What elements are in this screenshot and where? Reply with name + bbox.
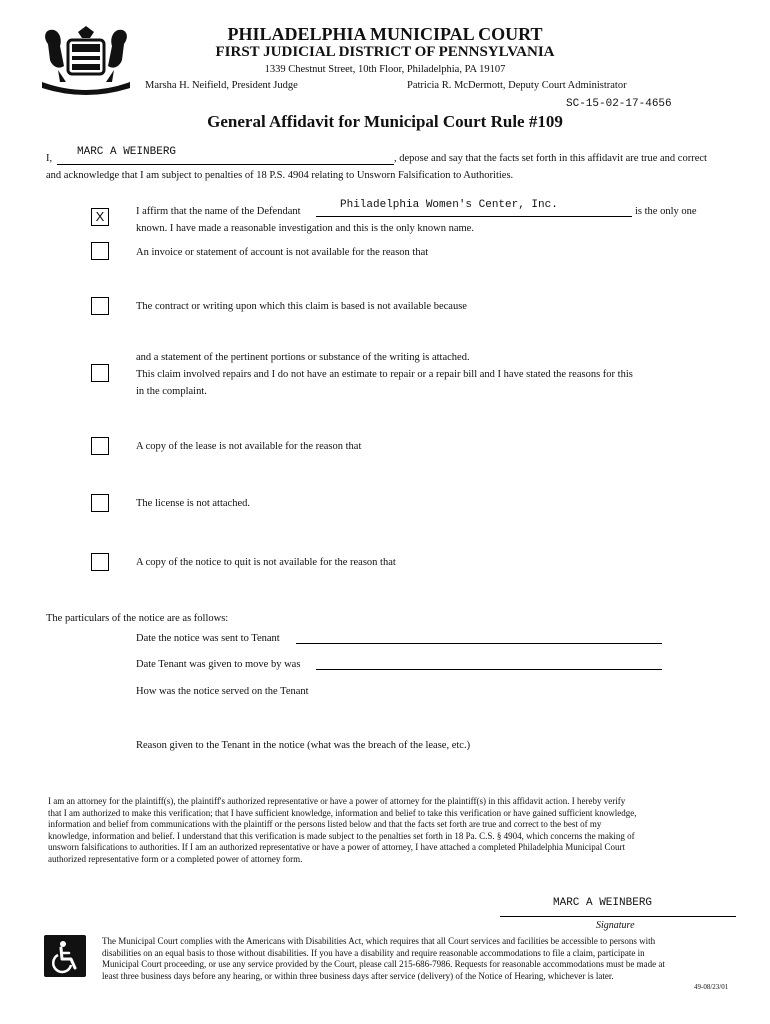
defendant-name-checkbox[interactable]: X (91, 208, 109, 226)
depose-text: , depose and say that the facts set forth in this affidavit are true and correct (394, 153, 707, 164)
option-lease-text: A copy of the lease is not available for the reason that (136, 441, 362, 452)
notice-how-served-label: How was the notice served on the Tenant (136, 686, 309, 697)
invoice-checkbox[interactable] (91, 242, 109, 260)
district-name: FIRST JUDICIAL DISTRICT OF PENNSYLVANIA (215, 44, 555, 60)
option-repairs-text: This claim involved repairs and I do not have an estimate to repair or a repair bill and I have stated the reasons for this (136, 369, 633, 380)
verification-line: knowledge, information and belief. I understand that this verification is made subject to the penalties set forth in 18 Pa. C.S. § 4904, which concerns the making of (48, 830, 635, 841)
deputy-administrator: Patricia R. McDermott, Deputy Court Administrator (407, 80, 627, 91)
notice-to-quit-checkbox[interactable] (91, 553, 109, 571)
option-repairs-line2: in the complaint. (136, 386, 207, 397)
affiant-name-line (57, 164, 394, 165)
court-name: PHILADELPHIA MUNICIPAL COURT (227, 24, 543, 44)
court-address: 1339 Chestnut Street, 10th Floor, Philadelphia, PA 19107 (264, 64, 506, 75)
signature-name-field[interactable]: MARC A WEINBERG (553, 897, 653, 909)
repairs-checkbox[interactable] (91, 364, 109, 382)
verification-line: I am an attorney for the plaintiff(s), the plaintiff's authorized representative or have a power of attorney for the plaintiff(s) in this affidavit action. I hereby verify (48, 796, 626, 806)
affiant-prefix: I, (46, 153, 53, 164)
president-judge: Marsha H. Neifield, President Judge (145, 80, 298, 91)
ada-line: disabilities on an equal basis to those without disabilities. If you have a disability and require reasonable accommodations to file a claim, participate in (102, 947, 645, 958)
ada-notice (102, 936, 742, 982)
option-defendant-line2: known. I have made a reasonable investigation and this is the only known name. (136, 223, 474, 234)
option-notice-text: A copy of the notice to quit is not available for the reason that (136, 557, 396, 568)
option-defendant-text: I affirm that the name of the Defendant (136, 206, 301, 217)
defendant-name-field[interactable]: Philadelphia Women's Center, Inc. (340, 199, 558, 211)
notice-date-move-label: Date Tenant was given to move by was (136, 659, 301, 670)
option-license-text: The license is not attached. (136, 498, 250, 509)
contract-checkbox[interactable] (91, 297, 109, 315)
affiant-name-field[interactable]: MARC A WEINBERG (77, 146, 177, 158)
lease-checkbox[interactable] (91, 437, 109, 455)
option-invoice-text: An invoice or statement of account is not available for the reason that (136, 247, 429, 258)
verification-paragraph (48, 796, 738, 865)
wheelchair-accessibility-icon (44, 935, 86, 977)
option-defendant-suffix: is the only one (635, 206, 697, 217)
notice-date-move-field[interactable] (316, 669, 662, 670)
signature-line (500, 916, 736, 917)
case-number: SC-15-02-17-4656 (566, 98, 672, 110)
court-seal-icon (38, 26, 134, 96)
verification-line: authorized representative form or a completed power of attorney form. (48, 853, 303, 864)
ada-line: Municipal Court proceeding, or use any service provided by the Court, please call 215-686-7986. Requests for reasonable accommodations must be made at (102, 959, 665, 969)
form-title: General Affidavit for Municipal Court Rule #109 (207, 112, 563, 131)
verification-line: unsworn falsifications to authorities. If I am an authorized representative or have a power of attorney, I have attached a completed Philadelphia Municipal Court (48, 842, 625, 852)
form-code: 49-08/23/01 (694, 983, 729, 991)
notice-date-sent-label: Date the notice was sent to Tenant (136, 633, 280, 644)
notice-intro: The particulars of the notice are as follows: (46, 613, 229, 624)
ada-line: The Municipal Court complies with the Americans with Disabilities Act, which requires that all Court services and facilities be accessible to persons with (102, 936, 656, 946)
signature-label: Signature (596, 920, 635, 931)
verification-line: information and belief from communications with the plaintiff or the persons listed below and that the facts set forth are true and correct to the best of my (48, 819, 602, 829)
ada-line: least three business days before any hearing, or within three business days after service (delivery) of the Notice of Hearing, whichever is later. (102, 970, 614, 981)
notice-date-sent-field[interactable] (296, 643, 662, 644)
defendant-name-line (316, 216, 632, 217)
notice-reason-label: Reason given to the Tenant in the notice (what was the breach of the lease, etc.) (136, 740, 471, 751)
acknowledge-text: and acknowledge that I am subject to penalties of 18 P.S. 4904 relating to Unsworn Falsification to Authorities. (46, 170, 514, 181)
license-checkbox[interactable] (91, 494, 109, 512)
option-contract-text: The contract or writing upon which this claim is based is not available because (136, 301, 467, 312)
option-contract-line2: and a statement of the pertinent portions or substance of the writing is attached. (136, 352, 470, 363)
verification-line: that I am authorized to make this verification; that I have sufficient knowledge, information and belief to take this verification or have gained sufficient knowledge, (48, 807, 637, 818)
